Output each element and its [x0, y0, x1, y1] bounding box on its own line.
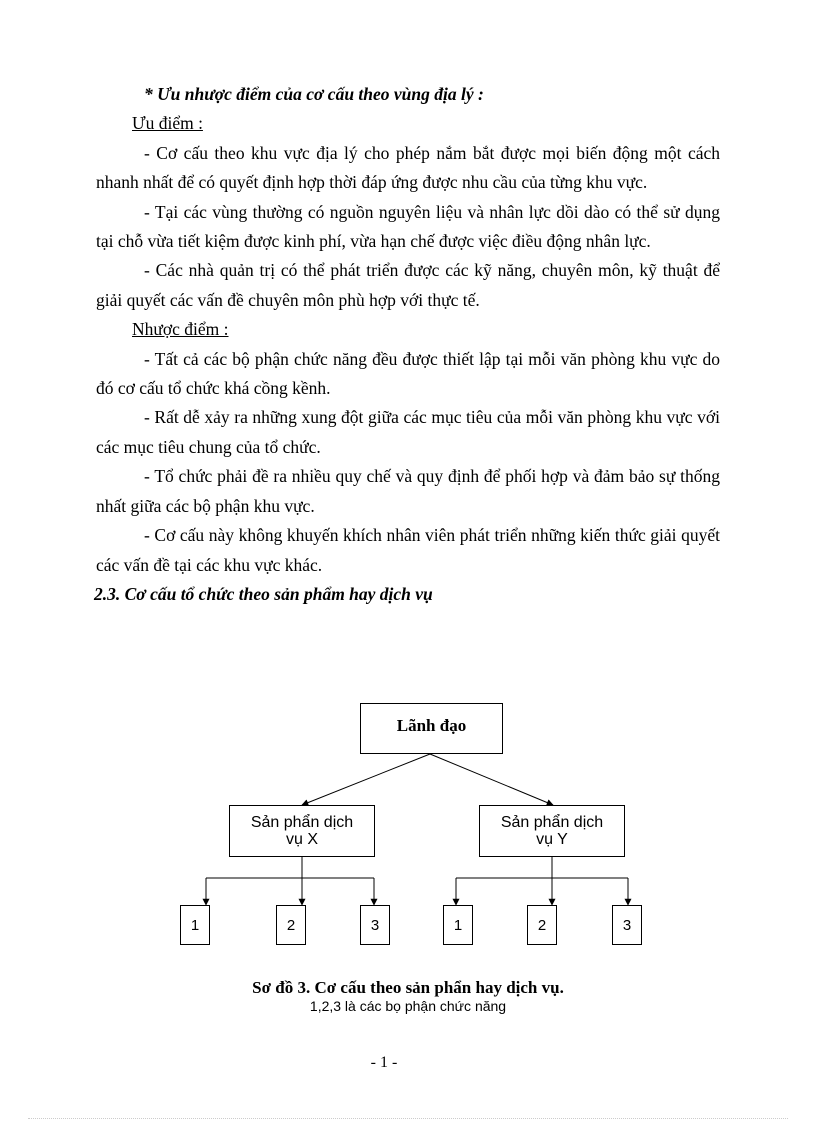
- arrow-root-to-y: [430, 754, 553, 805]
- cons-label: Nhược điểm :: [132, 319, 229, 340]
- leader-box: Lãnh đạo: [360, 703, 503, 754]
- diagram-caption-note: 1,2,3 là các bọ phận chức năng: [309, 998, 507, 1014]
- body-text: [96, 80, 720, 609]
- product-x-box: [229, 805, 375, 857]
- y-function-box-3: 3: [612, 905, 642, 945]
- x-function-box-3: 3: [360, 905, 390, 945]
- section-2-3-heading: 2.3. Cơ cấu tổ chức theo sản phẩm hay dịch vụ: [94, 583, 433, 604]
- pros-paragraph-3: - Các nhà quản trị có thể phát triển được các kỹ năng, chuyên môn, kỹ thuật để giải quyết các vấn đề chuyên môn phù hợp với thực tế.: [96, 260, 720, 310]
- pros-paragraph-2: - Tại các vùng thường có nguồn nguyên liệu và nhân lực dồi dào có thể sử dụng tại chỗ vừa tiết kiệm được kinh phí, vừa hạn chế được việc điều động nhân lực.: [96, 201, 720, 252]
- diagram-caption: Sơ đồ 3. Cơ cấu theo sản phẩn hay dịch vụ.: [252, 978, 564, 997]
- cons-paragraph-3: - Tổ chức phải đề ra nhiều quy chế và quy định để phối hợp và đảm bảo sự thống nhất giữa các bộ phận khu vực.: [96, 466, 720, 516]
- pros-label: Ưu điểm :: [132, 113, 203, 134]
- advantages-heading: * Ưu nhược điểm của cơ cấu theo vùng địa lý :: [144, 84, 484, 104]
- product-y-line1: Sản phẩn dịch: [500, 814, 604, 831]
- pros-paragraph-1: - Cơ cấu theo khu vực địa lý cho phép nắm bắt được mọi biến động một cách nhanh nhất để có quyết định hợp thời đáp ứng được nhu cầu của từng khu vực.: [96, 142, 720, 193]
- y-function-box-2: 2: [527, 905, 557, 945]
- y-function-box-1: 1: [443, 905, 473, 945]
- cons-paragraph-2: - Rất dễ xảy ra những xung đột giữa các mục tiêu của mỗi văn phòng khu vực với các mục tiêu chung của tổ chức.: [96, 407, 720, 457]
- product-x-line2: vụ X: [285, 831, 318, 848]
- page-number: - 1 -: [370, 1054, 398, 1071]
- arrow-root-to-x: [302, 754, 430, 805]
- cons-paragraph-4: - Cơ cấu này không khuyến khích nhân viên phát triển những kiến thức giải quyết các vấn đề tại các khu vực khác.: [96, 525, 720, 575]
- cons-paragraph-1: - Tất cả các bộ phận chức năng đều được thiết lập tại mỗi văn phòng khu vực do đó cơ cấu tổ chức khá cồng kềnh.: [96, 348, 720, 399]
- product-y-line2: vụ Y: [536, 831, 568, 848]
- x-function-box-1: 1: [180, 905, 210, 945]
- product-y-box: [479, 805, 625, 857]
- org-chart-diagram: [0, 690, 816, 970]
- product-x-line1: Sản phẩn dịch: [250, 814, 354, 831]
- footer-divider: [28, 1118, 788, 1119]
- x-function-box-2: 2: [276, 905, 306, 945]
